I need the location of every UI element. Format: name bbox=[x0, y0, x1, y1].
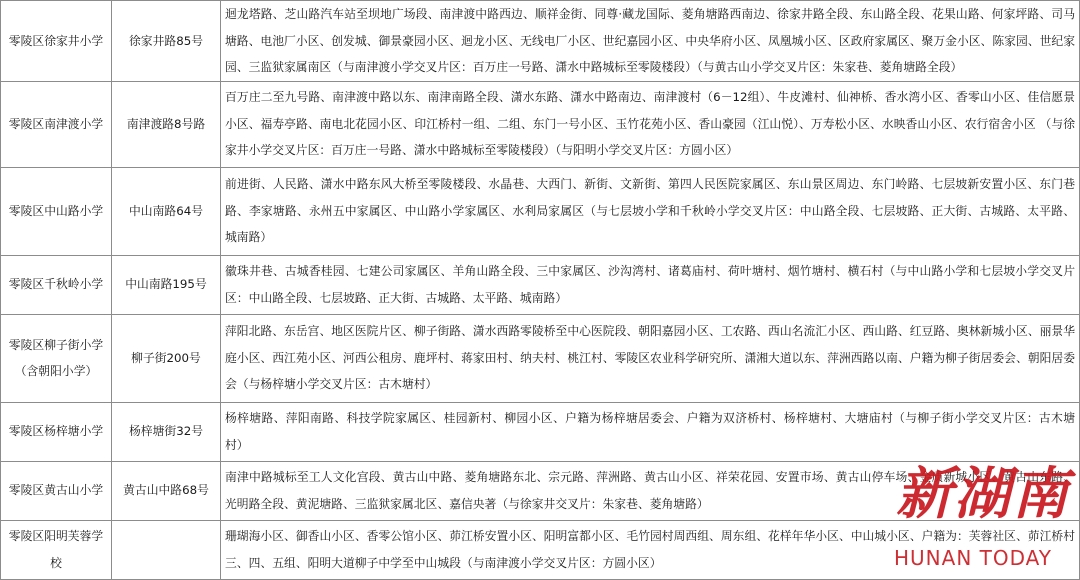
school-address: 中山南路64号 bbox=[112, 167, 221, 255]
school-address: 南津渡路8号路 bbox=[112, 81, 221, 167]
school-name bbox=[1, 520, 112, 579]
enrollment-area-text: 前进街、人民路、潇水中路东风大桥至零陵楼段、水晶巷、大西门、新街、文新街、第四人民医院家属区、东山景区周边、东门岭路、七层坡新安置小区、东门巷路、李家塘路、永州五中家属区、中山路小学家属区、水利局家属区（与七层坡小学和千秋岭小学交叉片区：中山路全段、七层坡路、正大街、古城路、太平路、 bbox=[225, 177, 1075, 218]
school-name bbox=[1, 1, 112, 82]
table-row bbox=[1, 461, 1080, 520]
school-name bbox=[1, 314, 112, 402]
school-address: 杨梓塘街32号 bbox=[112, 402, 221, 461]
school-name bbox=[1, 255, 112, 314]
school-name-text: 零陵区阳明芙蓉学 bbox=[8, 529, 104, 543]
table-row bbox=[1, 402, 1080, 461]
enrollment-area-overlap: 村） bbox=[225, 437, 249, 452]
school-name-text: 零陵区黄古山小学 bbox=[8, 483, 104, 498]
school-name-text: 零陵区杨梓塘小学 bbox=[8, 424, 104, 439]
enrollment-area bbox=[221, 1, 1080, 82]
table-row bbox=[1, 1, 1080, 82]
school-name-text: 零陵区中山路小学 bbox=[8, 203, 104, 218]
school-address: 中山南路195号 bbox=[112, 255, 221, 314]
enrollment-area-overlap: 光明路全段、黄泥塘路、三监狱家属北区、嘉信央著（与徐家井交叉片：朱家巷、菱角塘路） bbox=[225, 496, 709, 511]
enrollment-area-overlap: 城南路） bbox=[225, 230, 273, 245]
school-name-text: 零陵区千秋岭小学 bbox=[8, 277, 104, 292]
enrollment-area bbox=[221, 167, 1080, 255]
school-name bbox=[1, 461, 112, 520]
enrollment-area bbox=[221, 520, 1080, 579]
enrollment-area-text: 萍阳北路、东岳宫、地区医院片区、柳子街路、潇水西路零陵桥至中心医院段、朝阳嘉园小区、工农路、西山名流汇小区、西山路、红豆路、奥林新城小区、丽景华庭小区、西江苑小区、河西公租房、鹿坪村、蒋家田村、纳夫村、桃江村、零陵区农业科学研究所、潇湘大道以东、萍洲西路以南、户籍为柳子街居委会、朝阳居委会（与杨梓塘小学交叉片区：古木塘村） bbox=[225, 324, 1075, 392]
enrollment-area bbox=[221, 314, 1080, 402]
enrollment-area-text: 百万庄二至九号路、南津渡中路以东、南津南路全段、潇水东路、潇水中路南边、南津渡村（6－12组）、牛皮滩村、仙神桥、香水湾小区、香零山小区、佳信愿景小区、福寿亭路、南电北花园小区、印江桥村一组、二组、东门一号小区、玉竹花苑小区、香山豪园（江山悦）、万寿松小区、水映香山小区、农行宿舍小区 bbox=[225, 90, 1075, 131]
school-name bbox=[1, 81, 112, 167]
school-name-text: 零陵区徐家井小学 bbox=[8, 33, 104, 48]
enrollment-area bbox=[221, 461, 1080, 520]
table-row bbox=[1, 167, 1080, 255]
school-name-subtitle: 校 bbox=[50, 555, 62, 570]
school-name-text: 零陵区柳子街小学 bbox=[8, 337, 104, 352]
school-address: 黄古山中路68号 bbox=[112, 461, 221, 520]
enrollment-area bbox=[221, 402, 1080, 461]
enrollment-area-text: 杨梓塘路、萍阳南路、科技学院家属区、桂园新村、柳园小区、户籍为杨梓塘居委会、户籍为双济桥村、杨梓塘村、大塘庙村（与柳子街小学交叉片区：古木塘 bbox=[225, 411, 1075, 425]
school-address bbox=[112, 520, 221, 579]
table-row bbox=[1, 314, 1080, 402]
enrollment-area-text: 徽珠井巷、古城香桂园、七建公司家属区、羊角山路全段、三中家属区、沙沟湾村、诸葛庙村、荷叶塘村、烟竹塘村、横石村（与中山路小学和七层坡小学交叉片区：中山路全段、七层坡路、正大街、古城路、太平路、城南路） bbox=[225, 264, 1075, 305]
school-address: 徐家井路85号 bbox=[112, 1, 221, 82]
watermark-logo: 新湖南 bbox=[896, 461, 1070, 527]
school-name bbox=[1, 402, 112, 461]
enrollment-area-text: 珊瑚海小区、御香山小区、香零公馆小区、茆江桥安置小区、阳明富都小区、毛竹园村周西组、周东组、花样年华小区、中山城小区、户籍为：芙蓉社区、茆江桥村三、四、五组、阳明大道柳子中学至中山城段（与南津渡小学交叉片区：方圆小区） bbox=[225, 529, 1075, 570]
enrollment-area-text: 南津中路城标至工人文化宫段、黄古山中路、菱角塘路东北、宗元路、萍洲路、黄古山小区、祥荣花园、安置市场、黄古山停车场、金质新城小区、黄古山东路、 bbox=[225, 470, 1075, 484]
school-name bbox=[1, 167, 112, 255]
enrollment-area bbox=[221, 255, 1080, 314]
table-row bbox=[1, 255, 1080, 314]
enrollment-area-overlap: （与徐家井小学交叉片区：百万庄一号路、潇水中路城标至零陵楼段）（与阳明小学交叉片区：方圆小区） bbox=[225, 116, 1075, 158]
school-name-subtitle: （含朝阳小学） bbox=[14, 364, 98, 378]
school-name-text: 零陵区南津渡小学 bbox=[8, 116, 104, 131]
school-address: 柳子街200号 bbox=[112, 314, 221, 402]
enrollment-area bbox=[221, 81, 1080, 167]
table-row bbox=[1, 81, 1080, 167]
watermark-text: HUNAN TODAY bbox=[894, 546, 1052, 570]
table-row bbox=[1, 520, 1080, 579]
enrollment-area-text: 迴龙塔路、芝山路汽车站至坝地广场段、南津渡中路西边、顺祥金街、同尊·藏龙国际、菱角塘路西南边、徐家井路全段、东山路全段、花果山路、何家坪路、司马塘路、电池厂小区、创发城、御景豪园小区、迴龙小区、无线电厂小区、世纪嘉园小区、中央华府小区、凤凰城小区、区政府家属区、聚万金小区、陈家园、世纪家园、三监狱家属南区（与南津渡小学交叉片区：百万庄一号路、潇水中路城标至零陵楼段）（与黄古山小学交叉片区：朱家巷、菱角塘路全段） bbox=[225, 7, 1075, 74]
